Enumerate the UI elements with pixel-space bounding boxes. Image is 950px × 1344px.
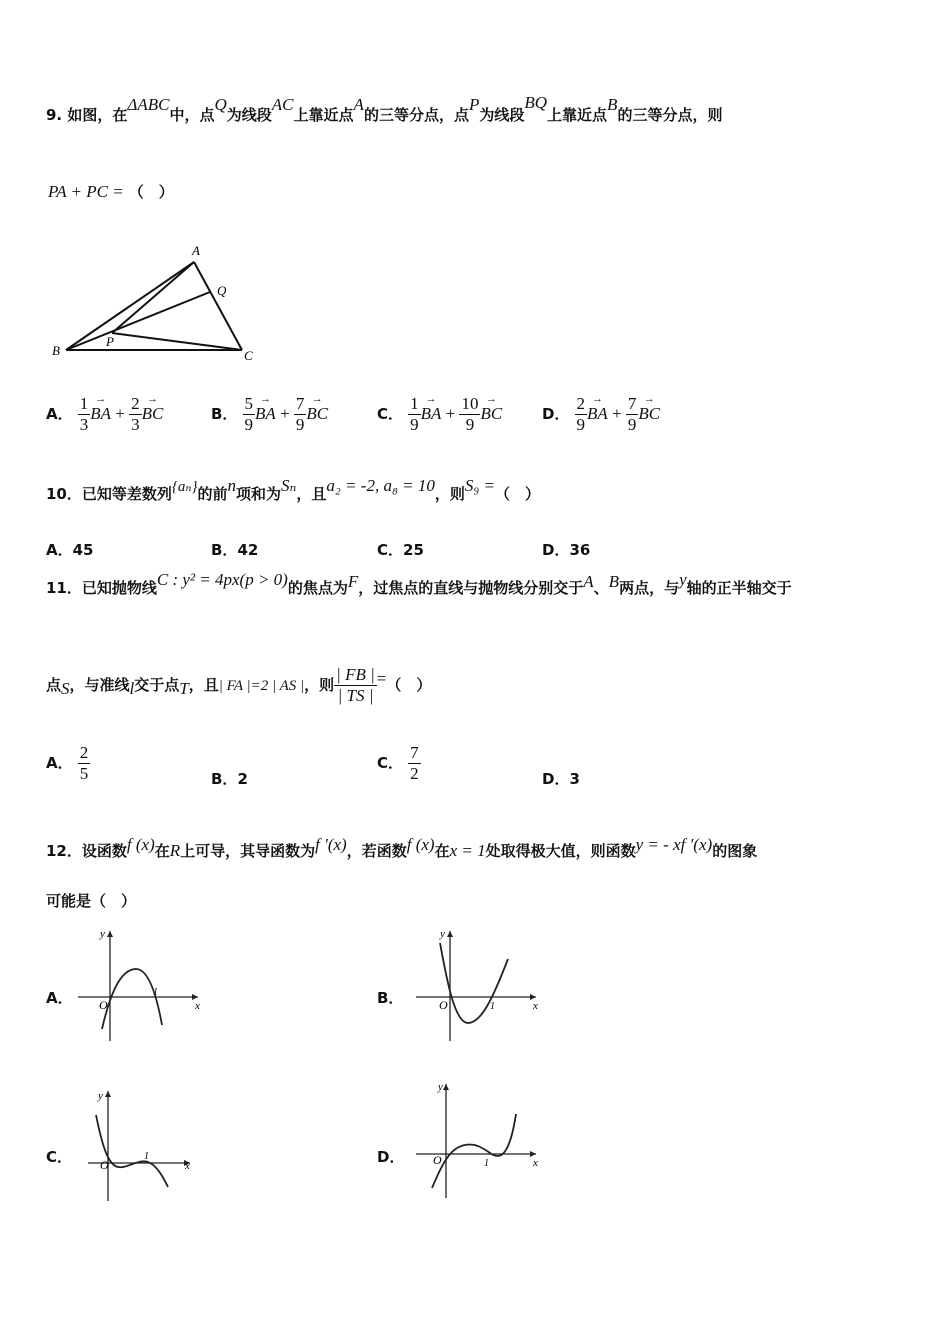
y-label: y xyxy=(440,928,445,940)
coef-num: 7 xyxy=(295,394,305,413)
label-p: P xyxy=(106,334,114,349)
q9-line1 xyxy=(46,93,723,125)
q9-text: 上靠近点 xyxy=(547,106,608,124)
q11-line2 xyxy=(46,665,431,706)
q12-text: ，若函数 xyxy=(346,842,407,860)
q12-graph-b[interactable] xyxy=(412,925,542,1045)
q12-option-d-label[interactable] xyxy=(377,1146,404,1167)
option-label: A． xyxy=(46,989,73,1007)
q12-option-c-label[interactable] xyxy=(46,1146,72,1167)
q11-f: F xyxy=(347,572,359,591)
q12-option-a-label[interactable] xyxy=(46,987,73,1008)
option-label: D． xyxy=(542,405,570,423)
q9-segment-ac: AC xyxy=(271,95,294,114)
q12-text: 在 xyxy=(154,842,170,860)
q9-option-b[interactable]: B． $\frac{5}{9}$ → BA + $\frac{7}{9}$ → BC xyxy=(211,394,328,435)
x-label: x xyxy=(195,1000,200,1012)
option-label: A． xyxy=(46,754,73,772)
one-label: 1 xyxy=(484,1158,489,1169)
curve xyxy=(432,1114,516,1188)
q10-option-d[interactable] xyxy=(542,539,590,560)
option-label: C． xyxy=(377,541,404,559)
option-label: B． xyxy=(211,405,238,423)
q9-triangle: ΔABC xyxy=(127,95,170,114)
label-q: Q xyxy=(217,283,227,298)
q11-s: S xyxy=(61,679,70,698)
origin-label: O xyxy=(433,1153,442,1167)
option-label: C． xyxy=(377,754,404,772)
line-pc xyxy=(112,333,242,350)
frac-den: 2 xyxy=(410,764,419,783)
q12-text: 可能是（ ） xyxy=(46,892,137,910)
one-label: 1 xyxy=(153,987,158,998)
q9-expression xyxy=(48,181,174,202)
vector-ba: → BA xyxy=(255,404,276,424)
origin-label: O xyxy=(100,1158,109,1172)
q9-option-d[interactable]: D． $\frac{2}{9}$ → BA + $\frac{7}{9}$ → BC xyxy=(542,394,660,435)
q10-text: ，且 xyxy=(296,485,327,503)
origin-label: O xyxy=(99,998,108,1012)
q12-r: R xyxy=(169,841,181,860)
q12-number: 12． xyxy=(46,842,82,860)
q11-option-d[interactable] xyxy=(542,768,580,789)
option-label: B． xyxy=(211,541,238,559)
one-label: 1 xyxy=(144,1151,149,1162)
vector-ba: → BA xyxy=(90,404,111,424)
curve xyxy=(96,1115,168,1187)
option-label: B． xyxy=(211,770,238,788)
q11-eq: = xyxy=(376,669,387,688)
coef-den: 3 xyxy=(79,415,89,434)
q12-graph-d[interactable] xyxy=(412,1078,542,1202)
q11-b: B xyxy=(608,572,620,591)
coef-num: 2 xyxy=(576,394,586,413)
coef-den: 3 xyxy=(131,415,140,434)
y-label: y xyxy=(100,928,105,940)
q11-t: T xyxy=(179,679,189,698)
y-arrow-icon xyxy=(447,931,453,937)
q11-text: ，过焦点的直线与抛物线分别交于 xyxy=(358,579,584,597)
coef-num: 1 xyxy=(410,394,419,413)
q12-f: f (x) xyxy=(126,835,155,854)
frac-num: 7 xyxy=(410,743,419,762)
q11-text: 、 xyxy=(593,579,609,597)
q10-text: ，则 xyxy=(434,485,465,503)
q11-number: 11． xyxy=(46,579,82,597)
q9-text: 为线段 xyxy=(479,106,525,124)
q9-option-c[interactable]: C． $\frac{1}{9}$ → BA + $\frac{10}{9}$ → BC xyxy=(377,394,502,435)
q11-text: 点 xyxy=(46,676,62,694)
vector-bc: → BC xyxy=(480,404,502,424)
q10-s9: S₉ = xyxy=(464,476,495,495)
vector-ba: → BA xyxy=(587,404,608,424)
option-value: 42 xyxy=(237,541,259,559)
q10-sequence: {aₙ} xyxy=(171,479,198,495)
y-label: y xyxy=(438,1081,443,1093)
q10-text: 项和为 xyxy=(235,485,281,503)
q10-sn: Sₙ xyxy=(281,476,297,495)
origin-label: O xyxy=(439,998,448,1012)
frac-den: 5 xyxy=(79,764,89,783)
q11-text: 两点，与 xyxy=(619,579,680,597)
q9-paren: （ ） xyxy=(128,183,174,201)
coef-den: 9 xyxy=(465,415,475,434)
q11-l: l xyxy=(129,679,135,698)
curve xyxy=(102,969,162,1029)
y-label: y xyxy=(98,1090,103,1102)
q9-segment-bq: BQ xyxy=(524,93,548,112)
coef-den: 9 xyxy=(410,415,419,434)
q11-text: ，且 xyxy=(188,676,219,694)
q12-text: 上可导，其导函数为 xyxy=(180,842,316,860)
label-b: B xyxy=(52,343,60,358)
option-label: D． xyxy=(377,1148,405,1166)
q12-text: 设函数 xyxy=(81,842,127,860)
q12-text: 处取得极大值，则函数 xyxy=(485,842,636,860)
frac-num: 2 xyxy=(79,743,89,762)
vector-bc: → BC xyxy=(142,404,164,424)
q10-text: 的前 xyxy=(197,485,228,503)
q10-n: n xyxy=(227,476,236,495)
q12-text: 的图象 xyxy=(712,842,758,860)
option-label: A． xyxy=(46,405,73,423)
one-label: 1 xyxy=(490,1001,495,1012)
coef-den: 9 xyxy=(244,415,254,434)
vector-bc: → BC xyxy=(306,404,328,424)
q11-y: y xyxy=(679,570,687,589)
x-label: x xyxy=(533,1157,538,1169)
q11-text: ，与准线 xyxy=(69,676,130,694)
x-label: x xyxy=(185,1160,190,1172)
option-label: C． xyxy=(46,1148,73,1166)
q10-option-c[interactable] xyxy=(377,539,424,560)
option-value: 36 xyxy=(569,541,591,559)
q11-paren: （ ） xyxy=(386,676,432,694)
q10-number: 10． xyxy=(46,485,82,503)
q9-option-a[interactable]: A． $\frac{1}{3}$ → BA + $\frac{2}{3}$ → BC xyxy=(46,394,163,435)
q12-line1 xyxy=(46,835,758,861)
q11-text: ，则 xyxy=(304,676,335,694)
q11-parabola: C : y² = 4px(p > 0) xyxy=(156,570,288,589)
q9-text: 的三等分点，点 xyxy=(363,106,469,124)
q11-text: 交于点 xyxy=(134,676,180,694)
q10-paren: （ ） xyxy=(495,485,541,503)
coef-num: 5 xyxy=(244,394,254,413)
option-value: 3 xyxy=(569,770,580,788)
coef-num: 10 xyxy=(461,394,479,413)
q11-frac-den: | TS | xyxy=(337,686,374,705)
q9-text: 上靠近点 xyxy=(293,106,354,124)
q11-option-a[interactable] xyxy=(46,743,90,784)
q11-line1 xyxy=(46,570,792,598)
q9-text: 的三等分点，则 xyxy=(617,106,723,124)
label-c: C xyxy=(244,348,253,363)
q10-line xyxy=(46,476,541,504)
q12-y-expr: y = - xf ′(x) xyxy=(635,835,713,854)
q9-text: 如图，在 xyxy=(67,106,128,124)
q12-graph-c[interactable] xyxy=(84,1085,204,1205)
q9-number: 9. xyxy=(46,106,63,124)
option-label: D． xyxy=(542,541,570,559)
q10-option-a[interactable] xyxy=(46,539,93,560)
y-arrow-icon xyxy=(107,931,113,937)
q11-text: 已知抛物线 xyxy=(81,579,157,597)
q9-point-b: B xyxy=(607,95,618,114)
coef-num: 1 xyxy=(79,394,89,413)
line-ac xyxy=(194,262,242,350)
coef-num: 7 xyxy=(627,394,637,413)
q10-condition: a₂ = -2, a₈ = 10 xyxy=(326,476,435,495)
y-arrow-icon xyxy=(443,1084,449,1090)
q10-option-b[interactable] xyxy=(211,539,258,560)
q9-text: 为线段 xyxy=(226,106,272,124)
x-label: x xyxy=(533,1000,538,1012)
y-arrow-icon xyxy=(105,1091,111,1097)
option-value: 2 xyxy=(237,770,248,788)
q9-expr: PA + PC = xyxy=(48,182,124,201)
q12-graph-a[interactable] xyxy=(74,925,204,1045)
option-label: B． xyxy=(377,989,404,1007)
line-pa xyxy=(112,262,194,333)
q10-text: 已知等差数列 xyxy=(81,485,172,503)
coef-den: 9 xyxy=(295,415,305,434)
option-value: 25 xyxy=(403,541,424,559)
q11-text: 轴的正半轴交于 xyxy=(686,579,792,597)
q12-x1: x = 1 xyxy=(449,841,486,860)
q12-line2 xyxy=(46,890,136,911)
q12-option-b-label[interactable] xyxy=(377,987,403,1008)
option-label: D． xyxy=(542,770,570,788)
coef-den: 9 xyxy=(627,415,637,434)
vector-ba: → BA xyxy=(421,404,442,424)
q11-condition: | FA |=2 | AS | xyxy=(218,678,305,694)
q11-a: A xyxy=(583,572,594,591)
option-label: A． xyxy=(46,541,73,559)
coef-den: 9 xyxy=(576,415,586,434)
q12-text: 在 xyxy=(434,842,450,860)
q11-frac-num: | FB | xyxy=(336,665,375,684)
q12-f2: f (x) xyxy=(406,835,435,854)
vector-bc: → BC xyxy=(638,404,660,424)
q11-option-b[interactable] xyxy=(211,768,248,789)
q9-triangle-figure xyxy=(46,240,266,365)
coef-num: 2 xyxy=(131,394,140,413)
q9-text: 中，点 xyxy=(169,106,215,124)
label-a: A xyxy=(192,243,200,258)
q9-point-p: P xyxy=(468,95,480,114)
option-value: 45 xyxy=(72,541,94,559)
q11-option-c[interactable] xyxy=(377,743,421,784)
option-label: C． xyxy=(377,405,404,423)
q12-fprime: f ′(x) xyxy=(315,835,347,854)
q9-point-q: Q xyxy=(214,95,227,114)
q11-text: 的焦点为 xyxy=(287,579,348,597)
q9-point-a: A xyxy=(353,95,364,114)
